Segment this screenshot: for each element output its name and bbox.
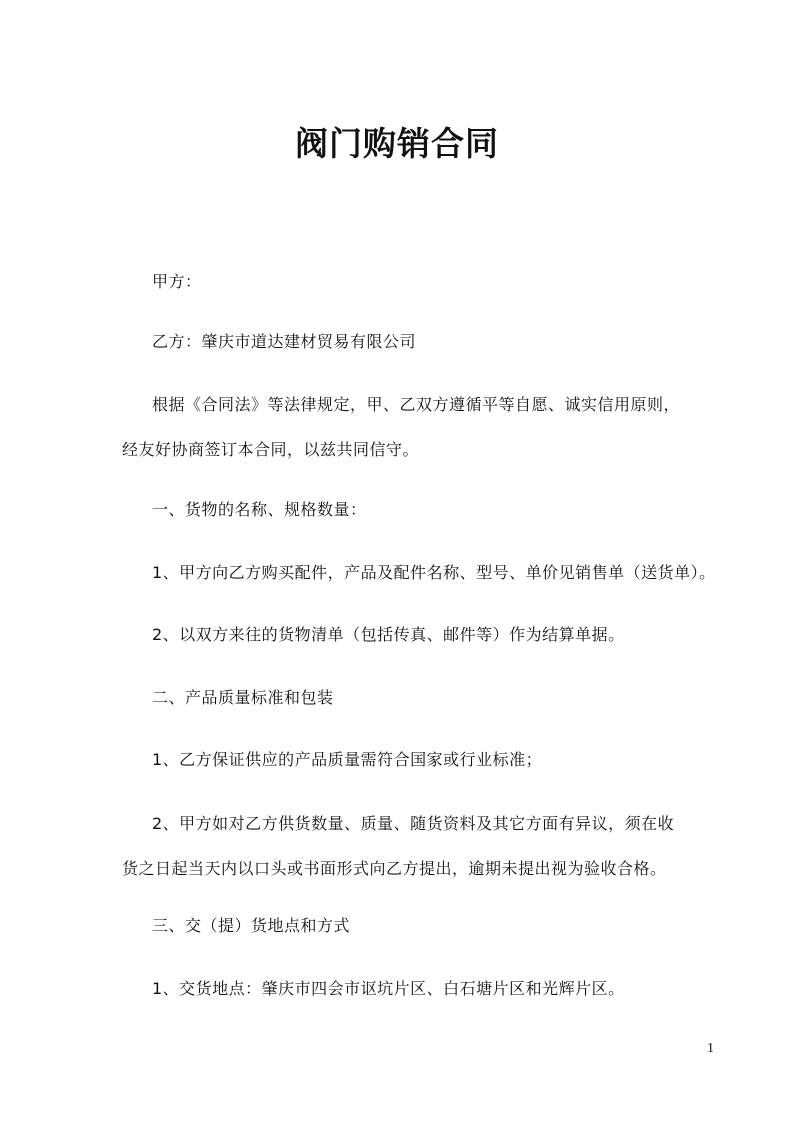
party-a-line: 甲方：: [152, 272, 202, 291]
section-heading-delivery: 三、交（提）货地点和方式: [152, 916, 351, 935]
section-quality-item-1: 1、乙方保证供应的产品质量需符合国家或行业标准；: [152, 750, 543, 769]
party-b-line: 乙方：肇庆市道达建材贸易有限公司: [152, 332, 417, 351]
section-goods-item-1: 1、甲方向乙方购买配件，产品及配件名称、型号、单价见销售单（送货单）。: [152, 563, 716, 582]
intro-paragraph: 根据《合同法》等法律规定，甲、乙双方遵循平等自愿、诚实信用原则，经友好协商签订本合同，以兹共同信守。: [122, 395, 681, 459]
page-number: 1: [707, 1041, 714, 1056]
section-quality-item-2: 2、甲方如对乙方供货数量、质量、随货资料及其它方面有异议，须在收货之日起当天内以口头或书面形式向乙方提出，逾期未提出视为验收合格。: [122, 814, 675, 878]
section-heading-goods: 一、货物的名称、规格数量：: [152, 500, 367, 519]
section-goods-item-2: 2、以双方来往的货物清单（包括传真、邮件等）作为结算单据。: [152, 625, 625, 644]
section-delivery-item-1: 1、交货地点：肇庆市四会市讴坑片区、白石塘片区和光辉片区。: [152, 979, 625, 998]
section-heading-quality: 二、产品质量标准和包装: [152, 688, 334, 707]
document-title: 阀门购销合同: [295, 124, 499, 163]
